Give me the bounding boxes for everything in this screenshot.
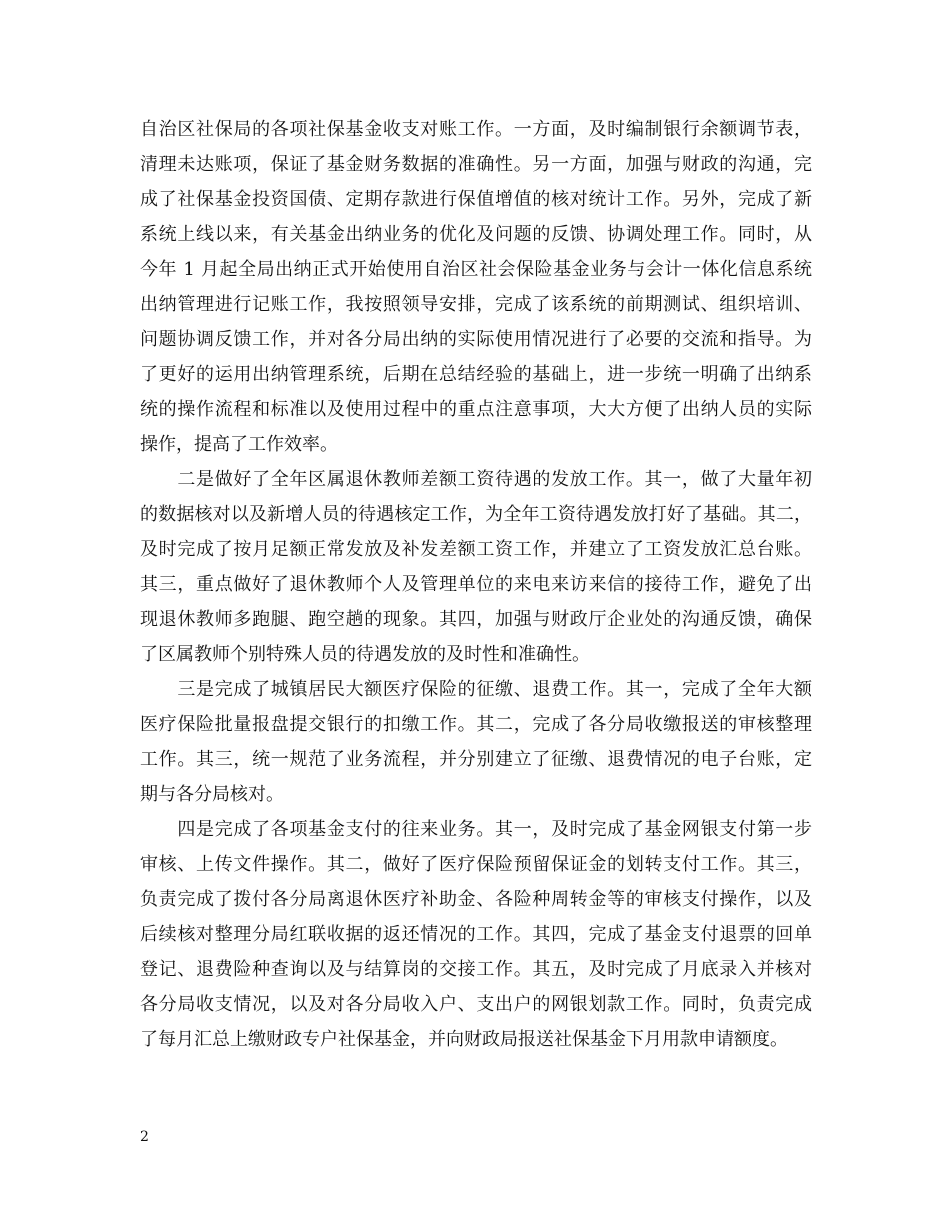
text-line: 了区属教师个别特殊人员的待遇发放的及时性和准确性。 [140,644,590,665]
text-line: 了更好的运用出纳管理系统，后期在总结经验的基础上，进一步统一明确了出纳系 [140,364,812,385]
text-line: 后续核对整理分局红联收据的返还情况的工作。其四，完成了基金支付退票的回单 [140,924,812,945]
text-line: 登记、退费险种查询以及与结算岗的交接工作。其五，及时完成了月底录入并核对 [140,959,812,980]
text-line: 清理未达账项，保证了基金财务数据的准确性。另一方面，加强与财政的沟通，完 [140,154,812,175]
text-line: 统的操作流程和标准以及使用过程中的重点注意事项，大大方便了出纳人员的实际 [140,399,812,420]
text-line: 医疗保险批量报盘提交银行的扣缴工作。其二，完成了各分局收缴报送的审核整理 [140,714,812,735]
text-line: 及时完成了按月足额正常发放及补发差额工资工作，并建立了工资发放汇总台账。 [140,539,812,560]
text-line: 四是完成了各项基金支付的往来业务。其一，及时完成了基金网银支付第一步 [140,819,812,840]
text-line: 三是完成了城镇居民大额医疗保险的征缴、退费工作。其一，完成了全年大额 [140,679,812,700]
text-line: 成了社保基金投资国债、定期存款进行保值增值的核对统计工作。另外，完成了新 [140,189,812,210]
text-line: 负责完成了拨付各分局离退休医疗补助金、各险种周转金等的审核支付操作，以及 [140,889,812,910]
text-line: 了每月汇总上缴财政专户社保基金，并向财政局报送社保基金下月用款申请额度。 [140,1029,788,1050]
text-line: 的数据核对以及新增人员的待遇核定工作，为全年工资待遇发放打好了基础。其二， [140,504,812,525]
text-line: 工作。其三，统一规范了业务流程，并分别建立了征缴、退费情况的电子台账，定 [140,749,812,770]
page-number: 2 [140,1129,149,1145]
text-line: 其三，重点做好了退休教师个人及管理单位的来电来访来信的接待工作，避免了出 [140,574,812,595]
text-line: 问题协调反馈工作，并对各分局出纳的实际使用情况进行了必要的交流和指导。为 [140,329,812,350]
text-line: 自治区社保局的各项社保基金收支对账工作。一方面，及时编制银行余额调节表， [140,119,812,140]
text-line: 出纳管理进行记账工作，我按照领导安排，完成了该系统的前期测试、组织培训、 [140,294,812,315]
text-line: 各分局收支情况，以及对各分局收入户、支出户的网银划款工作。同时，负责完成 [140,994,812,1015]
text-line: 操作，提高了工作效率。 [140,434,338,455]
text-line: 二是做好了全年区属退休教师差额工资待遇的发放工作。其一，做了大量年初 [140,469,812,490]
text-line: 系统上线以来，有关基金出纳业务的优化及问题的反馈、协调处理工作。同时，从 [140,224,812,245]
text-line: 现退休教师多跑腿、跑空趟的现象。其四，加强与财政厅企业处的沟通反馈，确保 [140,609,812,630]
text-line: 审核、上传文件操作。其二，做好了医疗保险预留保证金的划转支付工作。其三， [140,854,812,875]
text-line: 期与各分局核对。 [140,784,284,805]
body-text [140,112,812,1057]
text-line: 今年 1 月起全局出纳正式开始使用自治区社会保险基金业务与会计一体化信息系统 [140,259,812,280]
